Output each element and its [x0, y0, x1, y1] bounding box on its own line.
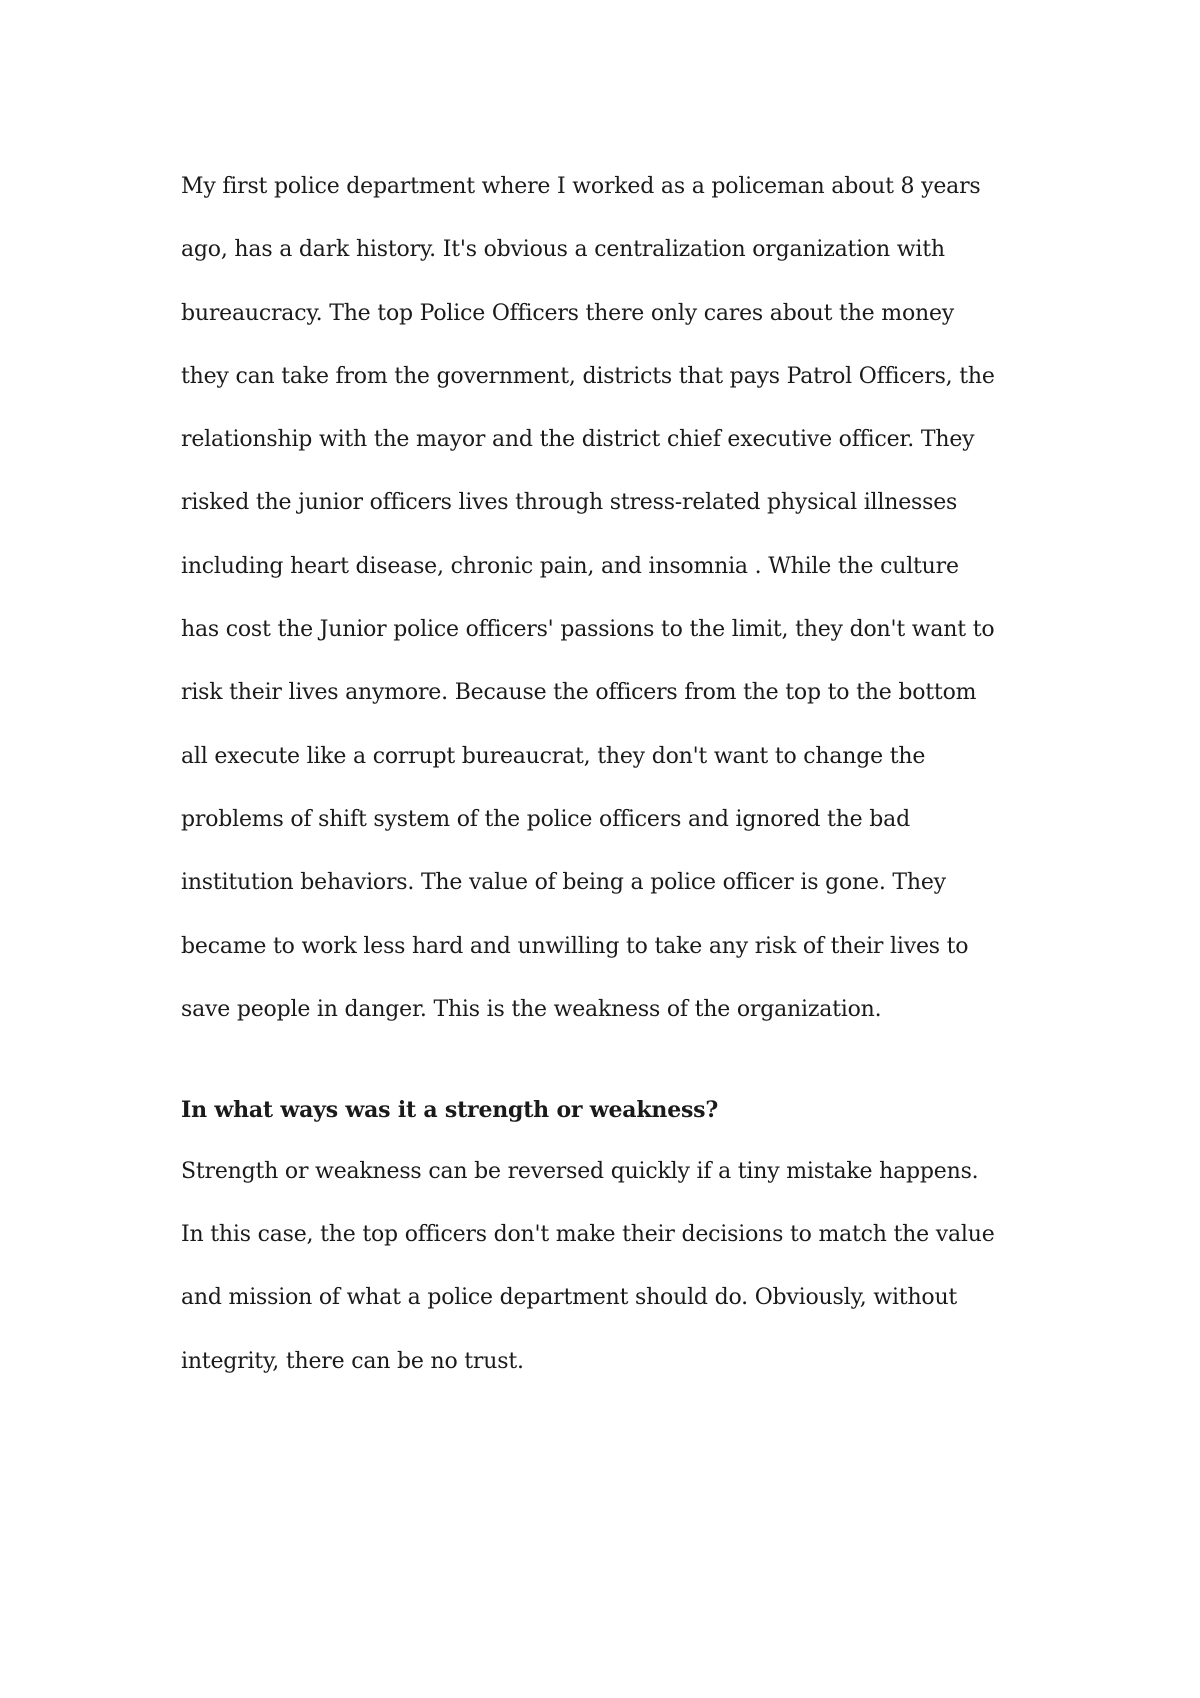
text-line: risk their lives anymore. Because the officers from the top to the bottom	[181, 680, 977, 706]
text-line: Strength or weakness can be reversed quickly if a tiny mistake happens.	[181, 1158, 979, 1184]
text-line: they can take from the government, districts that pays Patrol Officers, the	[181, 363, 995, 389]
text-line: In this case, the top officers don't make their decisions to match the value	[181, 1222, 995, 1248]
text-line: relationship with the mayor and the district chief executive officer. They	[181, 427, 975, 453]
paragraph-strength-weakness	[181, 1160, 1041, 1374]
text-line: has cost the Junior police officers' passions to the limit, they don't want to	[181, 617, 995, 643]
text-line: risked the junior officers lives through stress-related physical illnesses	[181, 490, 958, 516]
text-line: bureaucracy. The top Police Officers there only cares about the money	[181, 300, 955, 326]
paragraph-weakness-description	[181, 175, 1041, 1022]
text-line: My first police department where I worked as a policeman about 8 years	[181, 174, 981, 199]
text-line: institution behaviors. The value of being a police officer is gone. They	[181, 870, 946, 896]
text-line: integrity, there can be no trust.	[181, 1348, 524, 1374]
section-heading: In what ways was it a strength or weakness?	[181, 1096, 719, 1123]
text-line: ago, has a dark history. It's obvious a centralization organization with	[181, 237, 945, 263]
text-line: including heart disease, chronic pain, and insomnia . While the culture	[181, 553, 959, 579]
text-line: became to work less hard and unwilling to take any risk of their lives to	[181, 933, 969, 959]
text-line: save people in danger. This is the weakness of the organization.	[181, 996, 882, 1022]
text-line: all execute like a corrupt bureaucrat, they don't want to change the	[181, 743, 926, 769]
text-line: problems of shift system of the police officers and ignored the bad	[181, 806, 910, 832]
document-body	[181, 175, 1041, 1374]
text-line: and mission of what a police department should do. Obviously, without	[181, 1285, 958, 1311]
